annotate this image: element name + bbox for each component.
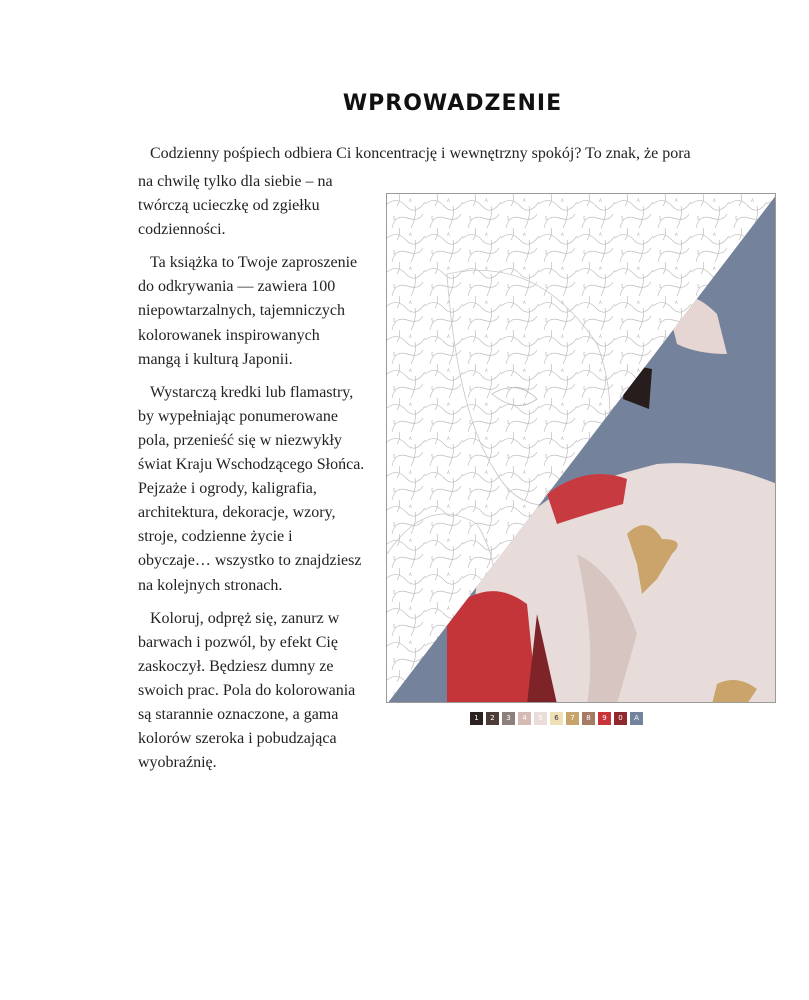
palette-swatch-0: 0 [614, 712, 627, 725]
paragraph-2: Ta książka to Twoje zaproszenie do odkrywania — zawiera 100 niepowtarzalnych, tajemniczych kolorowanek inspirowanych mangą i kulturą Japonii. [138, 254, 358, 368]
palette-swatch-3: 3 [502, 712, 515, 725]
intro-text-column [138, 170, 366, 784]
color-palette [470, 712, 643, 725]
palette-swatch-5: 5 [534, 712, 547, 725]
paragraph-3: Wystarczą kredki lub flamastry, by wypełniając ponumerowane pola, przenieść się w niezwykły świat Kraju Wschodzącego Słońca. Pejzaże i ogrody, kaligrafia, architektura, dekoracje, wzory, stroje, codzienne życie i obyczaje… wszystko to znajdziesz na kolejnych stronach. [138, 383, 365, 594]
intro-first-line: Codzienny pośpiech odbiera Ci koncentrację i wewnętrzny spokój? To znak, że pora [150, 145, 691, 162]
page-title: WPROWADZENIE [342, 90, 563, 116]
palette-swatch-7: 7 [566, 712, 579, 725]
palette-swatch-8: 8 [582, 712, 595, 725]
palette-swatch-9: 9 [598, 712, 611, 725]
palette-swatch-A: A [630, 712, 643, 725]
palette-swatch-6: 6 [550, 712, 563, 725]
palette-swatch-1: 1 [470, 712, 483, 725]
palette-swatch-2: 2 [486, 712, 499, 725]
coloring-illustration [386, 193, 776, 703]
paragraph-4: Koloruj, odpręż się, zanurz w barwach i pozwól, by efekt Cię zaskoczył. Będziesz dumny ze swoich prac. Pola do kolorowania są starannie oznaczone, a gama kolorów szeroka i pobudzająca wyobraźnię. [138, 609, 356, 772]
paragraph-1: na chwilę tylko dla siebie – na twórczą ucieczkę od zgiełku codzienności. [138, 173, 333, 239]
palette-swatch-4: 4 [518, 712, 531, 725]
coloring-illustration-graphic [387, 194, 776, 703]
